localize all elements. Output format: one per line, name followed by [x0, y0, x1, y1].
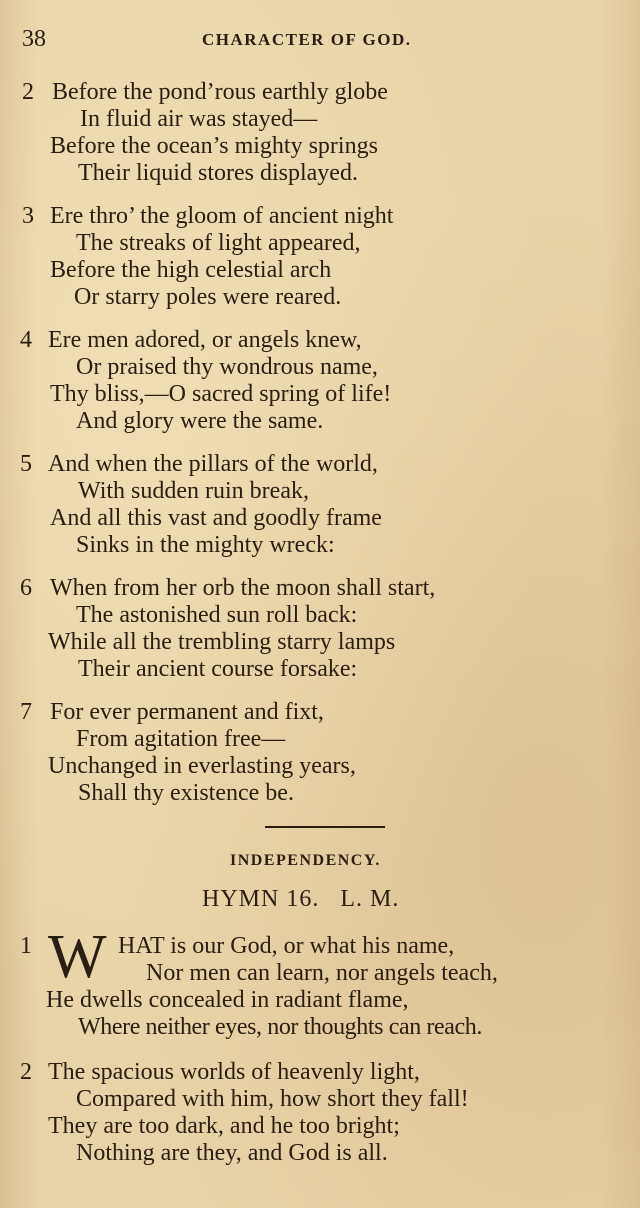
section-divider [265, 826, 385, 828]
stanza-number: 5 [20, 451, 32, 477]
verse-line: Nothing are they, and God is all. [76, 1140, 388, 1166]
verse-line: In fluid air was stayed— [80, 106, 318, 132]
verse-line: For ever permanent and fixt, [50, 699, 324, 725]
verse-line: Compared with him, how short they fall! [76, 1086, 469, 1112]
verse-line: Before the ocean’s mighty springs [50, 133, 378, 159]
verse-line: The astonished sun roll back: [76, 602, 358, 628]
verse-line: HAT is our God, or what his name, [118, 933, 455, 959]
verse-line: Thy bliss,—O sacred spring of life! [50, 381, 392, 407]
verse-line: He dwells concealed in radiant flame, [46, 987, 409, 1013]
running-head: CHARACTER OF GOD. [202, 30, 412, 49]
page-header [22, 26, 632, 56]
verse-line: Nor men can learn, nor angels teach, [146, 960, 498, 986]
verse-line: Before the pond’rous earthly globe [52, 79, 388, 105]
stanza-number: 4 [20, 327, 32, 353]
hymn-title: HYMN 16. L. M. [202, 886, 400, 912]
stanza-number: 7 [20, 699, 32, 725]
verse-line: Or praised thy wondrous name, [76, 354, 378, 380]
verse-line: Sinks in the mighty wreck: [76, 532, 335, 558]
verse-line: Before the high celestial arch [50, 257, 332, 283]
verse-line: Ere men adored, or angels knew, [48, 327, 362, 353]
verse-line: When from her orb the moon shall start, [50, 575, 436, 601]
stanza-number: 6 [20, 575, 32, 601]
verse-line: And all this vast and goodly frame [50, 505, 382, 531]
page-number: 38 [22, 26, 46, 52]
verse-line: Or starry poles were reared. [74, 284, 342, 310]
verse-line: And glory were the same. [76, 408, 324, 434]
stanza-number: 2 [22, 79, 34, 105]
verse-line: Their liquid stores displayed. [78, 160, 358, 186]
stanza-number: 1 [20, 933, 32, 959]
drop-cap: W [48, 923, 107, 991]
section-title: INDEPENDENCY. [230, 852, 381, 869]
verse-line: Shall thy existence be. [78, 780, 294, 806]
verse-line: And when the pillars of the world, [48, 451, 378, 477]
stanza-number: 2 [20, 1059, 32, 1085]
verse-line: Ere thro’ the gloom of ancient night [50, 203, 394, 229]
verse-line: With sudden ruin break, [78, 478, 309, 504]
verse-line: While all the trembling starry lamps [48, 629, 396, 655]
verse-line: Where neither eyes, nor thoughts can reach. [78, 1014, 482, 1040]
verse-line: The spacious worlds of heavenly light, [48, 1059, 420, 1085]
verse-line: From agitation free— [76, 726, 286, 752]
verse-line: Unchanged in everlasting years, [48, 753, 356, 779]
stanza-number: 3 [22, 203, 34, 229]
verse-line: Their ancient course forsake: [78, 656, 358, 682]
verse-line: They are too dark, and he too bright; [48, 1113, 400, 1139]
verse-line: The streaks of light appeared, [76, 230, 361, 256]
